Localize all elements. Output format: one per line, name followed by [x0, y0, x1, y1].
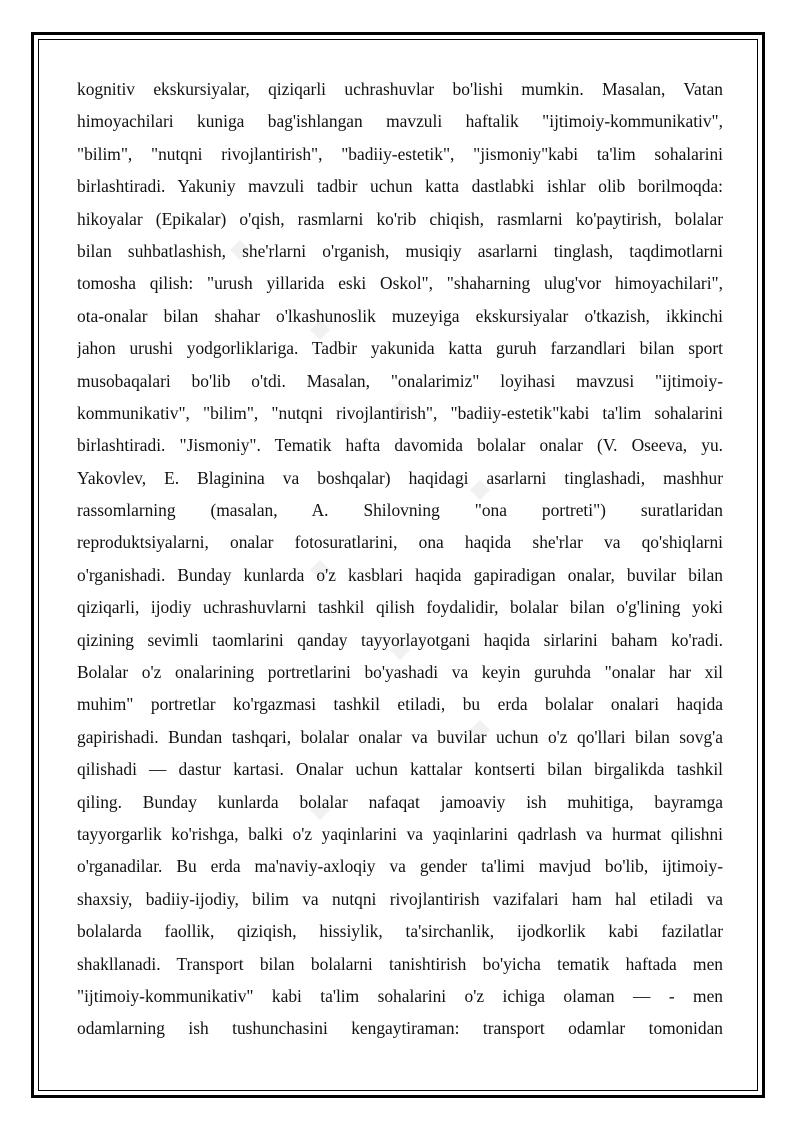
text-line: gapirishadi. Bundan tashqari, bolalar onalar va buvilar uchun o'z qo'llari bilan sovg'a — [77, 726, 723, 747]
text-line: birlashtiradi. "Jismoniy". Tematik hafta davomida bolalar onalar (V. Oseeva, yu. — [77, 435, 723, 456]
text-line: o'rganadilar. Bu erda ma'naviy-axloqiy va gender ta'limi mavjud bo'lib, ijtimoiy- — [77, 856, 723, 877]
text-line: qiling. Bunday kunlarda bolalar nafaqat jamoaviy ish muhitiga, bayramga — [77, 791, 723, 812]
text-line: jahon urushi yodgorliklariga. Tadbir yakunida katta guruh farzandlari bilan sport — [77, 338, 723, 359]
text-line: rassomlarning (masalan, A. Shilovning "ona portreti") suratlaridan — [77, 500, 723, 521]
text-line: hikoyalar (Epikalar) o'qish, rasmlarni ko'rib chiqish, rasmlarni ko'paytirish, bolalar — [77, 208, 723, 229]
text-line: Bolalar o'z onalarining portretlarini bo'yashadi va keyin guruhda "onalar har xil — [77, 662, 723, 683]
text-line: birlashtiradi. Yakuniy mavzuli tadbir uchun katta dastlabki ishlar olib borilmoqda: — [77, 176, 723, 197]
text-line: bolalarda faollik, qiziqish, hissiylik, ta'sirchanlik, ijodkorlik kabi fazilatlar — [77, 921, 723, 942]
text-line: musobaqalari bo'lib o'tdi. Masalan, "onalarimiz" loyihasi mavzusi "ijtimoiy- — [77, 370, 723, 391]
text-line: o'rganishadi. Bunday kunlarda o'z kasblari haqida gapiradigan onalar, buvilar bilan — [77, 564, 723, 585]
text-line: reproduktsiyalarni, onalar fotosuratlarini, ona haqida she'rlar va qo'shiqlarni — [77, 532, 723, 553]
text-line: qiziqarli, ijodiy uchrashuvlarni tashkil qilish foydalidir, bolalar bilan o'g'lining yoki — [77, 597, 723, 618]
text-line: kognitiv ekskursiyalar, qiziqarli uchrashuvlar bo'lishi mumkin. Masalan, Vatan — [77, 79, 723, 99]
text-line: qizining sevimli taomlarini qanday tayyorlayotgani haqida sirlarini baham ko'radi. — [77, 629, 723, 650]
body-text — [77, 73, 723, 1045]
text-line: ota-onalar bilan shahar o'lkashunoslik muzeyiga ekskursiyalar o'tkazish, ikkinchi — [77, 305, 723, 326]
text-line: muhim" portretlar ko'rgazmasi tashkil etiladi, bu erda bolalar onalari haqida — [77, 694, 723, 715]
text-line: shakllanadi. Transport bilan bolalarni tanishtirish bo'yicha tematik haftada men — [77, 953, 723, 974]
text-line: shaxsiy, badiiy-ijodiy, bilim va nutqni rivojlantirish vazifalari ham hal etiladi va — [77, 888, 723, 909]
text-line: "bilim", "nutqni rivojlantirish", "badiiy-estetik", "jismoniy"kabi ta'lim sohalarini — [77, 143, 723, 164]
text-line: "ijtimoiy-kommunikativ" kabi ta'lim sohalarini o'z ichiga olaman — - men — [77, 985, 723, 1006]
text-line: odamlarning ish tushunchasini kengaytiraman: transport odamlar tomonidan — [77, 1018, 723, 1039]
text-line: qilishadi — dastur kartasi. Onalar uchun kattalar kontserti bilan birgalikda tashkil — [77, 759, 723, 780]
text-line: tayyorgarlik ko'rishga, balki o'z yaqinlarini va yaqinlarini qadrlash va hurmat qilishni — [77, 823, 723, 844]
text-line: kommunikativ", "bilim", "nutqni rivojlantirish", "badiiy-estetik"kabi ta'lim sohalarini — [77, 402, 723, 423]
text-line: tomosha qilish: "urush yillarida eski Oskol", "shaharning ulug'vor himoyachilari", — [77, 273, 723, 294]
text-line: Yakovlev, E. Blaginina va boshqalar) haqidagi asarlarni tinglashadi, mashhur — [77, 467, 723, 488]
text-line: bilan suhbatlashish, she'rlarni o'rganish, musiqiy asarlarni tinglash, taqdimotlarni — [77, 240, 723, 261]
text-line: himoyachilari kuniga bag'ishlangan mavzuli haftalik "ijtimoiy-kommunikativ", — [77, 111, 723, 132]
